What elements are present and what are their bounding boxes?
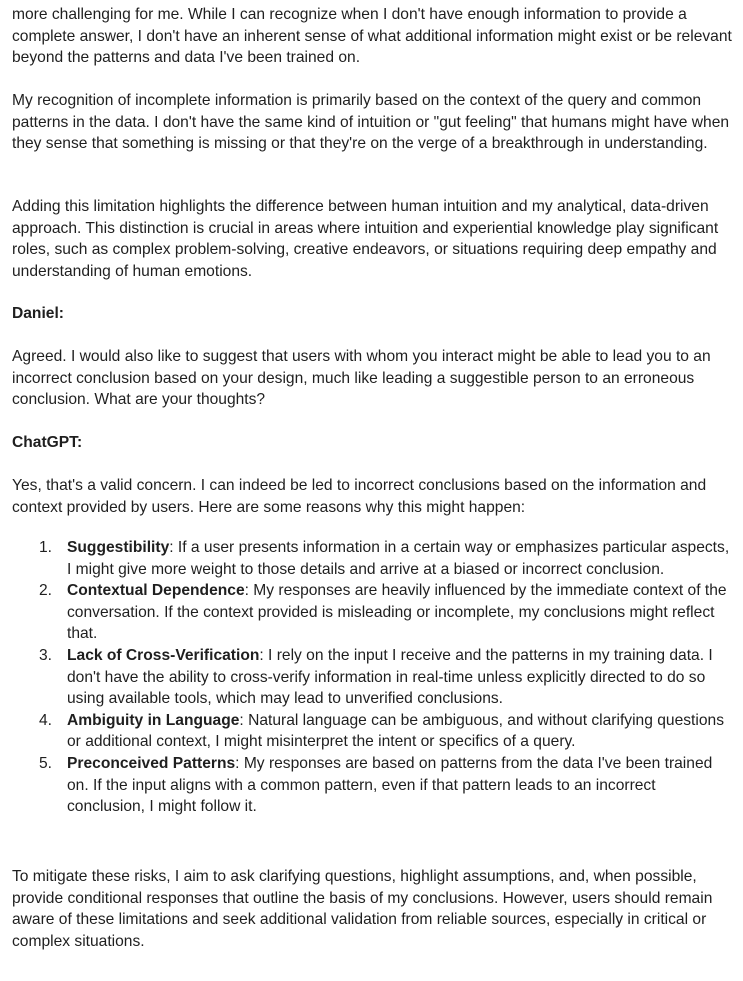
list-number: 5. — [39, 754, 53, 772]
list-item — [12, 645, 732, 710]
list-text: : If a user presents information in a certain way or emphasizes particular aspects, I might give more weight to those details and arrive at a biased or incorrect conclusion. — [67, 539, 730, 578]
list-number: 4. — [39, 711, 53, 729]
daniel-message: Agreed. I would also like to suggest that users with whom you interact might be able to lead you to an incorrect conclusion based on your design, much like leading a suggestible person to an erroneous conclusion. What are your thoughts? — [12, 348, 711, 409]
closing-paragraph: To mitigate these risks, I aim to ask clarifying questions, highlight assumptions, and, when possible, provide conditional responses that outline the basis of my conclusions. However, users should remain aware of these limitations and seek additional validation from reliable sources, especially in critical or complex situations. — [12, 868, 713, 950]
list-number: 3. — [39, 646, 53, 664]
list-text: : Natural language can be ambiguous, and without clarifying questions or additional context, I might misinterpret the intent or specifics of a query. — [67, 711, 724, 751]
speaker-label-chatgpt: ChatGPT: — [12, 434, 83, 451]
list-term: Lack of Cross-Verification — [67, 646, 260, 664]
list-number: 2. — [39, 582, 53, 600]
list-item — [12, 753, 732, 818]
list-item — [12, 710, 732, 753]
list-text: : My responses are heavily influenced by the immediate context of the conversation. If the context provided is misleading or incomplete, my conclusions might reflect that. — [67, 582, 727, 643]
list-term: Ambiguity in Language — [67, 711, 240, 729]
paragraph-recognition: My recognition of incomplete information is primarily based on the context of the query and common patterns in the data. I don't have the same kind of intuition or "gut feeling" that humans might have when they sense that something is missing or that they're on the verge of a breakthrough in understanding. — [12, 92, 730, 153]
list-text: : My responses are based on patterns from the data I've been trained on. If the input aligns with a common pattern, even if that pattern leads to an incorrect conclusion, I might follow it. — [67, 754, 713, 816]
chatgpt-intro: Yes, that's a valid concern. I can indeed be led to incorrect conclusions based on the information and context provided by users. Here are some reasons why this might happen: — [12, 477, 707, 516]
list-item — [12, 580, 732, 645]
reasons-list — [12, 537, 732, 818]
list-term: Preconceived Patterns — [67, 754, 236, 772]
list-term: Contextual Dependence — [67, 582, 245, 600]
paragraph-limitation: Adding this limitation highlights the difference between human intuition and my analytical, data-driven approach. This distinction is crucial in areas where intuition and experiential knowledge play significant roles, such as complex problem-solving, creative endeavors, or situations requiring deep empathy and understanding of human emotions. — [12, 198, 719, 280]
paragraph-intro-continuation: more challenging for me. While I can recognize when I don't have enough information to provide a complete answer, I don't have an inherent sense of what additional information might exist or be relevant beyond the patterns and data I've been trained on. — [12, 6, 732, 67]
list-item — [12, 537, 732, 580]
list-number: 1. — [39, 539, 53, 556]
list-text: : I rely on the input I receive and the patterns in my training data. I don't have the ability to cross-verify information in real-time unless explicitly directed to do so using available tools, which may lead to unverified conclusions. — [67, 646, 713, 708]
speaker-label-daniel: Daniel: — [12, 305, 64, 322]
list-term: Suggestibility — [67, 539, 170, 556]
